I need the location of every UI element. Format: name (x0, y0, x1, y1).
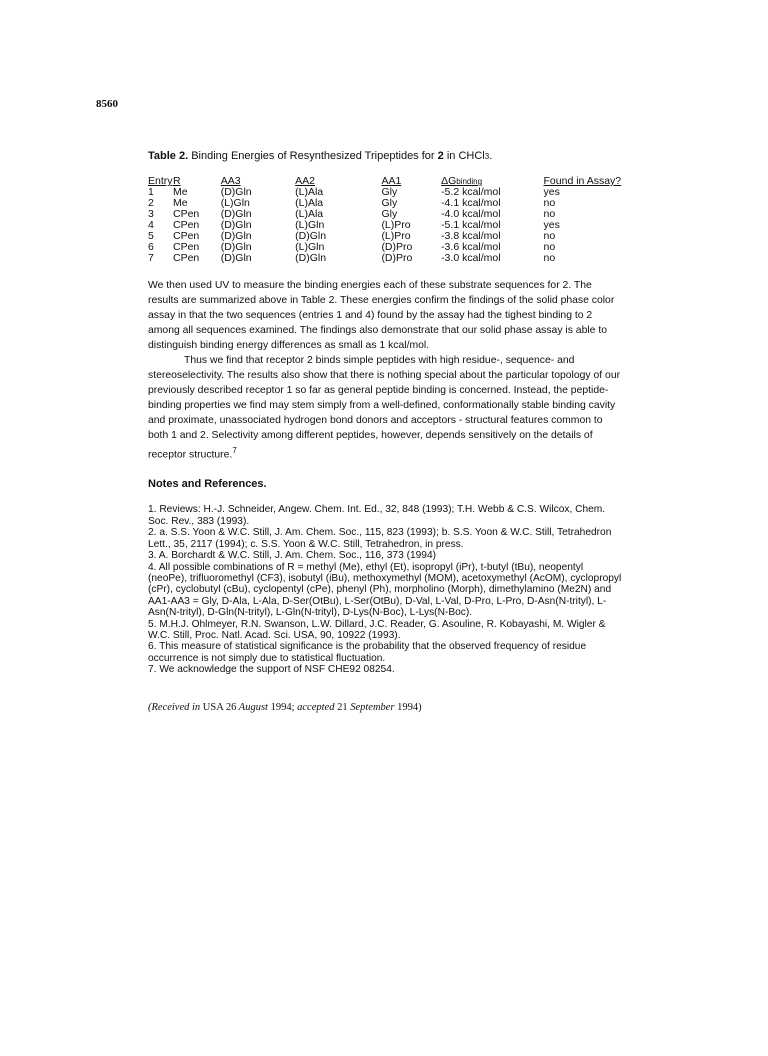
table-caption (148, 150, 623, 162)
cell-aa1: (D)Pro (381, 252, 413, 264)
cell-found: no (543, 241, 556, 253)
received-b: USA 26 (202, 701, 237, 713)
received-c: August (238, 701, 268, 713)
cell-aa2: (L)Ala (295, 208, 324, 220)
cell-found: yes (543, 186, 560, 198)
cell-found: no (543, 208, 556, 220)
cell-aa3: (D)Gln (220, 230, 252, 242)
cell-found: no (543, 252, 556, 264)
paragraph-2-footnote: 7 (232, 446, 237, 455)
received-f: 21 (337, 701, 348, 713)
cell-aa1: (D)Pro (381, 241, 413, 253)
received-e: accepted (297, 701, 335, 713)
reference-list (148, 504, 623, 675)
paragraph-2-text: Thus we find that receptor 2 binds simple peptides with high residue-, sequence- and stereoselectivity. The results also show that there is nothing special about the particular topology of our previously described receptor 1 so far as general peptide binding is concerned. Instead, the peptide-binding properties we find may stem simply from a well-defined, conformationally stable binding cavity and proximate, unassociated hydrogen bond donors and acceptors - structural features common to both 1 and 2. Selectivity among different peptides, however, depends sensitively on the details of receptor structure. (148, 355, 621, 461)
table-caption-sub: 3 (484, 152, 490, 161)
reference-item: 5. M.H.J. Ohlmeyer, R.N. Swanson, L.W. Dillard, J.C. Reader, G. Asouline, R. Kobayashi, M. Wigler & W.C. Still, Proc. Natl. Acad. Sci. USA, 90, 10922 (1993). (148, 618, 606, 641)
cell-aa3: (L)Gln (220, 197, 250, 209)
cell-aa3: (D)Gln (220, 219, 252, 231)
cell-dg: -5.2 kcal/mol (441, 186, 501, 198)
table-body (148, 187, 623, 264)
reference-item: 6. This measure of statistical significance is the probability that the observed frequency of residue occurrence is not simply due to statistical fluctuation. (148, 641, 587, 664)
cell-aa1: Gly (381, 197, 398, 209)
cell-aa1: Gly (381, 186, 398, 198)
cell-r: Me (172, 186, 188, 198)
table-row (148, 253, 623, 264)
header-entry: Entry (148, 175, 173, 187)
header-dg: ΔG (441, 175, 457, 187)
cell-found: yes (543, 219, 560, 231)
cell-aa2: (L)Gln (295, 219, 325, 231)
cell-found: no (543, 230, 556, 242)
header-aa2: AA2 (295, 175, 315, 187)
cell-entry: 1 (148, 186, 154, 198)
header-aa1: AA1 (381, 175, 402, 187)
paragraph-1: We then used UV to measure the binding energies each of these substrate sequences for 2. The results are summarized above in Table 2. These energies confirm the findings of the solid phase color assay in that the two sequences (entries 1 and 4) found by the assay had the tighest binding to 2 among all sequences examined. The findings also demonstrate that our solid phase assay is able to distinguish binding energy differences as small as 1 kcal/mol. (148, 280, 615, 351)
cell-aa3: (D)Gln (220, 241, 252, 253)
cell-dg: -4.0 kcal/mol (441, 208, 501, 220)
reference-item: 4. All possible combinations of R = methyl (Me), ethyl (Et), isopropyl (iPr), t-butyl (tBu), neopentyl (neoPe), trifluoromethyl (CF3), isobutyl (iBu), methoxymethyl (MOM), acetoxymethyl (AcOM), cyclopropyl (cPr), cyclobutyl (cBu), cyclopentyl (cPe), phenyl (Ph), morpholino (Morph), dimethylamino (Me2N) and AA1-AA3 = Gly, D-Ala, L-Ala, D-Ser(OtBu), L-Ser(OtBu), D-Val, L-Val, D-Pro, L-Pro, D-Asn(N-trityl), L-Asn(N-trityl), D-Gln(N-trityl), L-Gln(N-trityl), D-Lys(N-Boc), L-Lys(N-Boc). (148, 561, 622, 619)
reference-item: 3. A. Borchardt & W.C. Still, J. Am. Chem. Soc., 116, 373 (1994) (148, 550, 437, 562)
reference-item: 2. a. S.S. Yoon & W.C. Still, J. Am. Chem. Soc., 115, 823 (1993); b. S.S. Yoon & W.C. Still, Tetrahedron Lett., 35, 2117 (1994); c. S.S. Yoon & W.C. Still, Tetrahedron, in press. (148, 527, 612, 550)
reference-item: 7. We acknowledge the support of NSF CHE92 08254. (148, 664, 395, 676)
cell-entry: 6 (148, 241, 154, 253)
paragraph-2 (148, 353, 623, 462)
cell-aa3: (D)Gln (220, 208, 252, 220)
cell-aa2: (L)Gln (295, 241, 325, 253)
cell-aa2: (L)Ala (295, 186, 324, 198)
cell-aa3: (D)Gln (220, 186, 252, 198)
cell-entry: 7 (148, 252, 154, 264)
cell-dg: -3.0 kcal/mol (441, 252, 501, 264)
received-line (148, 702, 623, 713)
article-body (148, 150, 623, 713)
table-caption-ref: 2 (437, 150, 444, 162)
header-r: R (172, 175, 181, 187)
cell-dg: -3.8 kcal/mol (441, 230, 501, 242)
cell-aa3: (D)Gln (220, 252, 252, 264)
binding-energy-table (148, 176, 623, 264)
cell-r: CPen (172, 252, 200, 264)
cell-dg: -3.6 kcal/mol (441, 241, 501, 253)
table-label: Table 2. (148, 150, 189, 162)
header-found: Found in Assay? (543, 175, 622, 187)
table-caption-text: Binding Energies of Resynthesized Tripeptides for (191, 150, 435, 162)
cell-aa1: Gly (381, 208, 398, 220)
notes-heading: Notes and References. (148, 478, 267, 491)
received-d: 1994; (270, 701, 295, 713)
cell-aa2: (D)Gln (295, 230, 327, 242)
cell-r: Me (172, 197, 188, 209)
cell-r: CPen (172, 241, 200, 253)
header-dg-sub: binding (456, 177, 483, 186)
table-caption-tail: in CHCl (446, 150, 485, 162)
cell-dg: -5.1 kcal/mol (441, 219, 501, 231)
reference-item: 1. Reviews: H.-J. Schneider, Angew. Chem. Int. Ed., 32, 848 (1993); T.H. Webb & C.S. Wilcox, Chem. Soc. Rev., 383 (1993). (148, 504, 606, 527)
cell-aa2: (D)Gln (295, 252, 327, 264)
cell-r: CPen (172, 230, 200, 242)
table-caption-end: . (489, 150, 493, 162)
cell-entry: 2 (148, 197, 154, 209)
cell-entry: 4 (148, 219, 154, 231)
cell-r: CPen (172, 208, 200, 220)
cell-entry: 5 (148, 230, 154, 242)
received-a: (Received in (148, 701, 201, 713)
cell-aa2: (L)Ala (295, 197, 324, 209)
cell-aa1: (L)Pro (381, 219, 411, 231)
cell-found: no (543, 197, 556, 209)
cell-aa1: (L)Pro (381, 230, 411, 242)
cell-dg: -4.1 kcal/mol (441, 197, 501, 209)
received-g: September (350, 701, 395, 713)
cell-r: CPen (172, 219, 200, 231)
received-h: 1994) (397, 701, 422, 713)
page-number: 8560 (96, 98, 118, 110)
header-aa3: AA3 (220, 175, 241, 187)
cell-entry: 3 (148, 208, 154, 220)
